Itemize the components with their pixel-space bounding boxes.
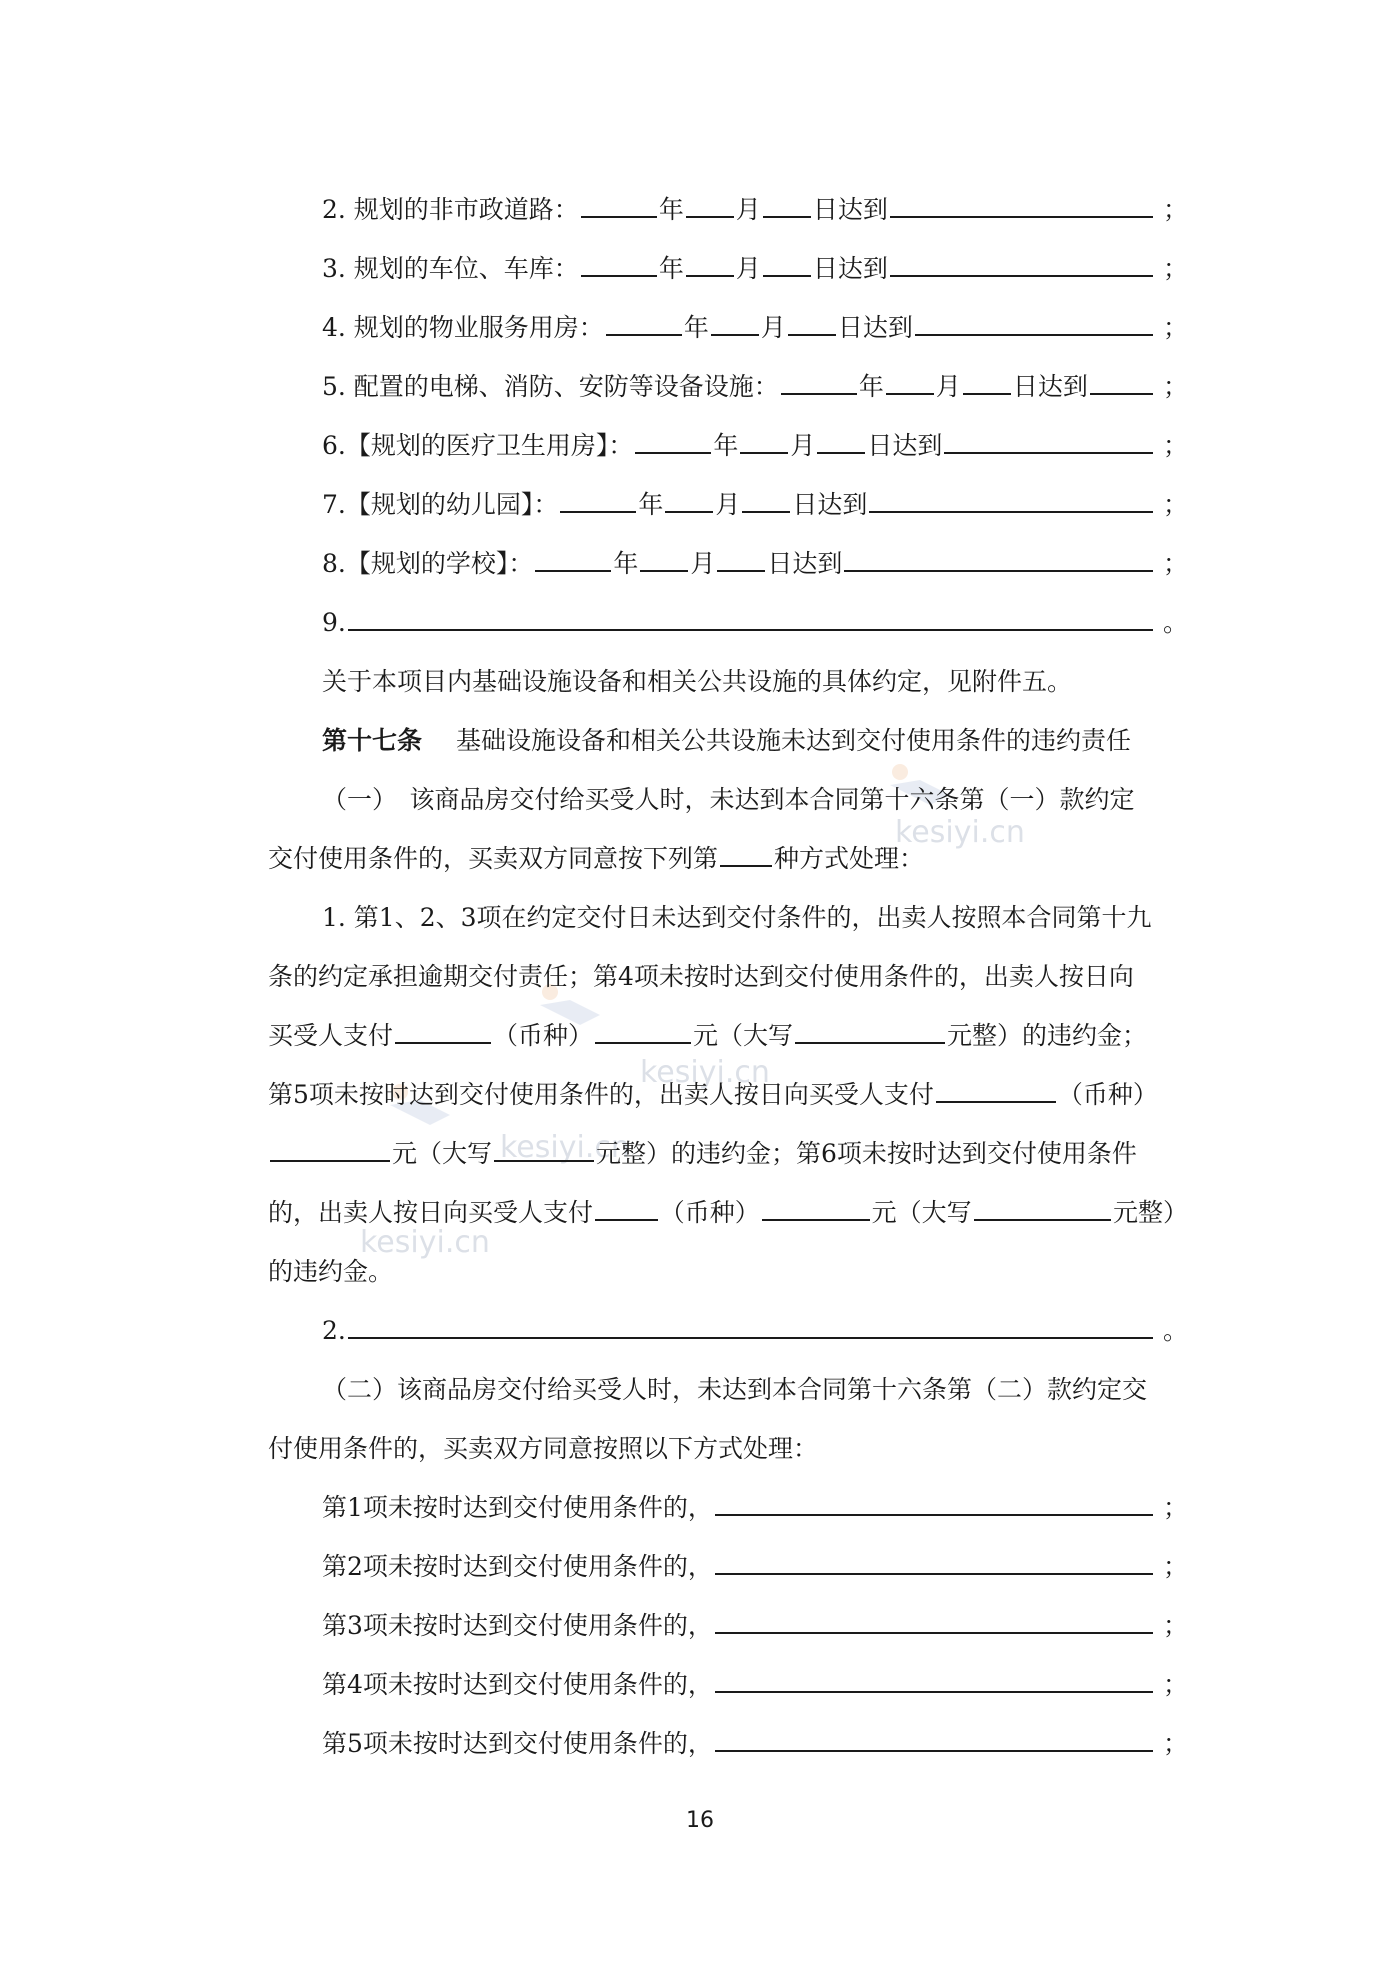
option-1-line-3: 买受人支付 （币种） 元（大写 元整）的违约金； <box>268 1006 1188 1065</box>
blank-field[interactable] <box>606 304 682 336</box>
sub-item-3: 第3项未按时达到交付使用条件的， ； <box>322 1596 1188 1655</box>
sub-item-1: 第1项未按时达到交付使用条件的， ； <box>322 1478 1188 1537</box>
watermark-text: kesiyi.cn <box>360 1225 490 1260</box>
watermark-text: kesiyi.cn <box>640 1055 770 1090</box>
blank-field[interactable] <box>740 422 788 454</box>
sub-item-5: 第5项未按时达到交付使用条件的， ； <box>322 1714 1188 1773</box>
blank-field[interactable] <box>742 481 790 513</box>
blank-field[interactable] <box>817 422 865 454</box>
blank-field[interactable] <box>762 1189 870 1221</box>
blank-field[interactable] <box>715 1720 1153 1752</box>
blank-field[interactable] <box>595 1189 658 1221</box>
clause-1-line-1: （一） 该商品房交付给买受人时，未达到本合同第十六条第（一）款约定 <box>322 785 1135 814</box>
blank-field[interactable] <box>665 481 713 513</box>
blank-field[interactable] <box>795 1012 945 1044</box>
blank-field[interactable] <box>915 304 1153 336</box>
article-number: 第十七条 <box>322 726 423 755</box>
clause-2-line-1: （二）该商品房交付给买受人时，未达到本合同第十六条第（二）款约定交 <box>322 1375 1148 1404</box>
blank-field[interactable] <box>781 363 857 395</box>
item-2: 2. 规划的非市政道路： 年 月 日达到 ； <box>322 180 1188 239</box>
item-8: 8.【规划的学校】： 年 月 日达到 ； <box>322 534 1188 593</box>
blank-field[interactable] <box>348 599 1153 631</box>
option-1-line-7: 的违约金。 <box>268 1257 394 1286</box>
blank-field[interactable] <box>963 363 1011 395</box>
option-1-line-4: 第5项未按时达到交付使用条件的，出卖人按日向买受人支付 （币种） <box>268 1065 1188 1124</box>
item-4: 4. 规划的物业服务用房： 年 月 日达到 ； <box>322 298 1188 357</box>
blank-field[interactable] <box>270 1130 390 1162</box>
blank-field[interactable] <box>686 186 734 218</box>
item-5: 5. 配置的电梯、消防、安防等设备设施： 年 月 日达到 ； <box>322 357 1188 416</box>
blank-field[interactable] <box>717 540 765 572</box>
blank-field[interactable] <box>715 1543 1153 1575</box>
item-3: 3. 规划的车位、车库： 年 月 日达到 ； <box>322 239 1188 298</box>
blank-field[interactable] <box>635 422 711 454</box>
blank-field[interactable] <box>890 186 1153 218</box>
option-2: 2. 。 <box>322 1301 1188 1360</box>
blank-field[interactable] <box>560 481 636 513</box>
blank-field[interactable] <box>788 304 836 336</box>
blank-field[interactable] <box>936 1071 1056 1103</box>
blank-field[interactable] <box>640 540 688 572</box>
clause-1-line-2: 交付使用条件的，买卖双方同意按下列第 种方式处理： <box>268 829 1188 888</box>
blank-field[interactable] <box>974 1189 1111 1221</box>
blank-field[interactable] <box>886 363 934 395</box>
blank-field[interactable] <box>581 186 657 218</box>
blank-field[interactable] <box>944 422 1153 454</box>
blank-field[interactable] <box>595 1012 691 1044</box>
attachment-note: 关于本项目内基础设施设备和相关公共设施的具体约定，见附件五。 <box>322 667 1073 696</box>
sub-item-2: 第2项未按时达到交付使用条件的， ； <box>322 1537 1188 1596</box>
blank-field[interactable] <box>348 1307 1153 1339</box>
blank-field[interactable] <box>535 540 611 572</box>
option-1-line-1: 1. 第1、2、3项在约定交付日未达到交付条件的，出卖人按照本合同第十九 <box>322 903 1152 932</box>
item-7: 7.【规划的幼儿园】： 年 月 日达到 ； <box>322 475 1188 534</box>
option-1-line-6: 的，出卖人按日向买受人支付 （币种） 元（大写 元整） <box>268 1183 1188 1242</box>
clause-2-line-2: 付使用条件的，买卖双方同意按照以下方式处理： <box>268 1434 819 1463</box>
blank-field[interactable] <box>844 540 1153 572</box>
blank-field[interactable] <box>763 186 811 218</box>
blank-field[interactable] <box>715 1484 1153 1516</box>
watermark-text: kesiyi.cn <box>500 1130 630 1165</box>
blank-field[interactable] <box>581 245 657 277</box>
blank-field[interactable] <box>720 835 772 867</box>
blank-field[interactable] <box>1090 363 1153 395</box>
page-number: 16 <box>686 1808 714 1833</box>
blank-field[interactable] <box>494 1130 594 1162</box>
blank-field[interactable] <box>395 1012 491 1044</box>
blank-field[interactable] <box>686 245 734 277</box>
blank-field[interactable] <box>763 245 811 277</box>
blank-field[interactable] <box>715 1602 1153 1634</box>
blank-field[interactable] <box>890 245 1153 277</box>
item-9: 9. 。 <box>322 593 1188 652</box>
watermark-text: kesiyi.cn <box>895 815 1025 850</box>
option-1-line-5: 元（大写 元整）的违约金；第6项未按时达到交付使用条件 <box>268 1124 1188 1183</box>
option-1-line-2: 条的约定承担逾期交付责任；第4项未按时达到交付使用条件的，出卖人按日向 <box>268 962 1134 991</box>
article-heading <box>322 711 1188 770</box>
item-6: 6.【规划的医疗卫生用房】： 年 月 日达到 ； <box>322 416 1188 475</box>
blank-field[interactable] <box>711 304 759 336</box>
article-title: 基础设施设备和相关公共设施未达到交付使用条件的违约责任 <box>456 726 1132 755</box>
blank-field[interactable] <box>715 1661 1153 1693</box>
sub-item-4: 第4项未按时达到交付使用条件的， ； <box>322 1655 1188 1714</box>
blank-field[interactable] <box>869 481 1153 513</box>
document-body <box>268 180 1188 1773</box>
